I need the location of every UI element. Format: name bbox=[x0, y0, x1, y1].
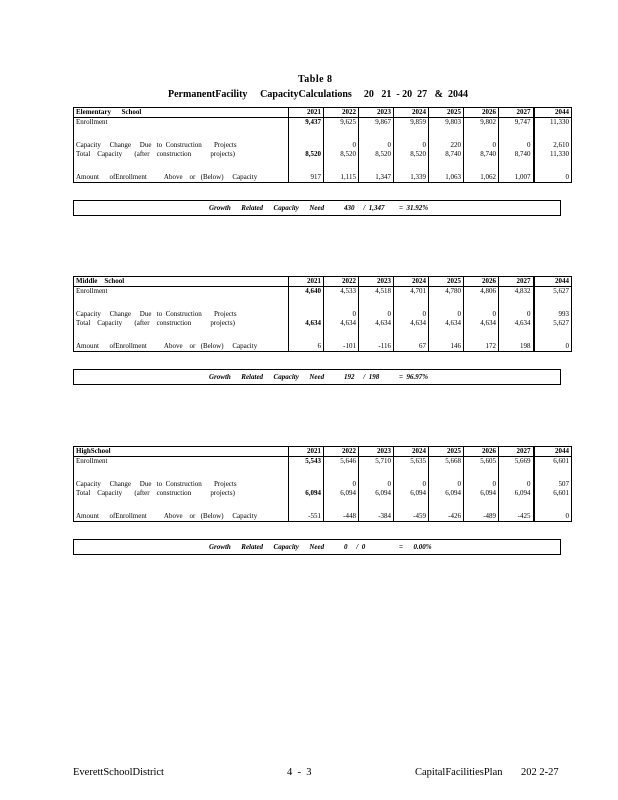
year-header: 2044 bbox=[534, 277, 572, 287]
table-cell: 4,634 bbox=[394, 319, 429, 328]
table-cell: 0 bbox=[464, 480, 499, 489]
table-cell: 6,094 bbox=[499, 489, 534, 498]
table-cell: 220 bbox=[429, 141, 464, 150]
table-cell: 9,437 bbox=[289, 118, 324, 128]
year-header: 2024 bbox=[394, 447, 429, 457]
need-calculation: 0 / 0 bbox=[344, 543, 366, 551]
year-header: 2024 bbox=[394, 277, 429, 287]
table-cell: 6,094 bbox=[289, 489, 324, 498]
table-cell: 4,832 bbox=[499, 287, 534, 297]
row-label: Enrollment bbox=[74, 457, 289, 467]
school-level-heading: Middle School bbox=[74, 277, 289, 287]
table-cell: -459 bbox=[394, 512, 429, 522]
year-header: 2024 bbox=[394, 108, 429, 118]
enrollment-row bbox=[74, 287, 572, 297]
capacity-change-row bbox=[74, 310, 572, 319]
table-cell: -425 bbox=[499, 512, 534, 522]
table-cell: 5,669 bbox=[499, 457, 534, 467]
amount-above-below-row bbox=[74, 342, 572, 352]
table-cell: 8,520 bbox=[394, 150, 429, 159]
table-cell bbox=[289, 480, 324, 489]
table-number: Table 8 bbox=[298, 74, 333, 85]
growth-capacity-need-box bbox=[73, 539, 561, 555]
table-cell: 6,094 bbox=[429, 489, 464, 498]
table-cell: 11,330 bbox=[534, 118, 572, 128]
table-cell: 0 bbox=[394, 310, 429, 319]
footer-district: EverettSchoolDistrict bbox=[73, 767, 164, 778]
title-part-facility: PermanentFacility bbox=[168, 89, 248, 100]
total-capacity-row bbox=[74, 319, 572, 328]
table-cell: -551 bbox=[289, 512, 324, 522]
year-header: 2022 bbox=[324, 108, 359, 118]
table-title bbox=[168, 89, 468, 100]
table-cell: 507 bbox=[534, 480, 572, 489]
table-cell: 1,347 bbox=[359, 173, 394, 183]
table-cell: -489 bbox=[464, 512, 499, 522]
year-header: 2021 bbox=[289, 447, 324, 457]
year-header: 2027 bbox=[499, 447, 534, 457]
table-cell: 0 bbox=[464, 310, 499, 319]
table-cell: -448 bbox=[324, 512, 359, 522]
table-cell: 0 bbox=[464, 141, 499, 150]
school-level-heading: HighSchool bbox=[74, 447, 289, 457]
table-cell: 4,634 bbox=[359, 319, 394, 328]
table-cell: 5,646 bbox=[324, 457, 359, 467]
table-cell: 8,740 bbox=[464, 150, 499, 159]
table-cell: -116 bbox=[359, 342, 394, 352]
table-cell: 8,520 bbox=[324, 150, 359, 159]
table-cell: 4,634 bbox=[464, 319, 499, 328]
year-header: 2021 bbox=[289, 277, 324, 287]
total-capacity-row bbox=[74, 150, 572, 159]
table-cell: 1,063 bbox=[429, 173, 464, 183]
school-level-heading: Elementary School bbox=[74, 108, 289, 118]
row-label: Amount ofEnrollment Above or (Below) Capacity bbox=[74, 173, 289, 183]
row-label: Capacity Change Due to Construction Projects bbox=[74, 480, 289, 489]
table-cell: 9,859 bbox=[394, 118, 429, 128]
need-result: = 0.00% bbox=[399, 543, 432, 551]
year-header: 2026 bbox=[464, 108, 499, 118]
table-cell: 5,605 bbox=[464, 457, 499, 467]
table-cell: 1,062 bbox=[464, 173, 499, 183]
table-cell: 0 bbox=[394, 141, 429, 150]
table-cell: 9,747 bbox=[499, 118, 534, 128]
table-cell: 1,115 bbox=[324, 173, 359, 183]
need-label: Growth Related Capacity Need bbox=[209, 373, 325, 381]
amount-above-below-row bbox=[74, 173, 572, 183]
table-cell: 172 bbox=[464, 342, 499, 352]
total-capacity-row bbox=[74, 489, 572, 498]
table-cell: 8,740 bbox=[429, 150, 464, 159]
table-cell: 0 bbox=[534, 173, 572, 183]
table-cell: 5,668 bbox=[429, 457, 464, 467]
table-cell: 9,802 bbox=[464, 118, 499, 128]
table-cell: 5,710 bbox=[359, 457, 394, 467]
row-label: Capacity Change Due to Construction Projects bbox=[74, 141, 289, 150]
year-header: 2023 bbox=[359, 108, 394, 118]
table-cell: 8,520 bbox=[359, 150, 394, 159]
table-cell: 8,520 bbox=[289, 150, 324, 159]
table-cell: 4,634 bbox=[429, 319, 464, 328]
table-cell: -426 bbox=[429, 512, 464, 522]
table-cell: 8,740 bbox=[499, 150, 534, 159]
table-cell: 6,094 bbox=[464, 489, 499, 498]
year-header: 2027 bbox=[499, 277, 534, 287]
table-cell: 0 bbox=[324, 480, 359, 489]
row-label: Enrollment bbox=[74, 118, 289, 128]
year-header: 2023 bbox=[359, 277, 394, 287]
table-cell: 198 bbox=[499, 342, 534, 352]
need-calculation: 430 / 1,347 bbox=[344, 204, 385, 212]
table-cell: 4,701 bbox=[394, 287, 429, 297]
capacity-table bbox=[73, 276, 572, 352]
capacity-table bbox=[73, 446, 572, 522]
table-cell: 4,533 bbox=[324, 287, 359, 297]
table-cell: 6,094 bbox=[394, 489, 429, 498]
table-cell: 6 bbox=[289, 342, 324, 352]
year-header: 2022 bbox=[324, 277, 359, 287]
row-label: Amount ofEnrollment Above or (Below) Capacity bbox=[74, 342, 289, 352]
table-cell: 4,780 bbox=[429, 287, 464, 297]
growth-capacity-need-box bbox=[73, 369, 561, 385]
row-label: Total Capacity (after construction projects) bbox=[74, 150, 289, 159]
year-header: 2023 bbox=[359, 447, 394, 457]
table-cell: 0 bbox=[324, 310, 359, 319]
amount-above-below-row bbox=[74, 512, 572, 522]
enrollment-row bbox=[74, 118, 572, 128]
capacity-change-row bbox=[74, 480, 572, 489]
table-cell: 5,627 bbox=[534, 287, 572, 297]
table-cell: 1,007 bbox=[499, 173, 534, 183]
year-header: 2025 bbox=[429, 447, 464, 457]
table-cell: 0 bbox=[499, 480, 534, 489]
table-cell: 2,610 bbox=[534, 141, 572, 150]
title-part-calculations: CapacityCalculations bbox=[260, 89, 352, 100]
table-cell: 5,543 bbox=[289, 457, 324, 467]
row-label: Enrollment bbox=[74, 287, 289, 297]
table-cell: 5,627 bbox=[534, 319, 572, 328]
need-calculation: 192 / 198 bbox=[344, 373, 380, 381]
table-cell bbox=[289, 310, 324, 319]
table-cell: 0 bbox=[499, 141, 534, 150]
year-header: 2025 bbox=[429, 277, 464, 287]
table-cell: 6,601 bbox=[534, 489, 572, 498]
year-header: 2044 bbox=[534, 447, 572, 457]
need-result: = 31.92% bbox=[399, 204, 429, 212]
year-header: 2027 bbox=[499, 108, 534, 118]
table-cell: 0 bbox=[499, 310, 534, 319]
growth-capacity-need-box bbox=[73, 200, 561, 216]
table-cell: 4,518 bbox=[359, 287, 394, 297]
table-cell: 146 bbox=[429, 342, 464, 352]
table-cell: 0 bbox=[534, 512, 572, 522]
table-cell: 5,635 bbox=[394, 457, 429, 467]
row-label: Total Capacity (after construction projects) bbox=[74, 319, 289, 328]
table-cell: 4,640 bbox=[289, 287, 324, 297]
capacity-table bbox=[73, 107, 572, 183]
table-cell: 993 bbox=[534, 310, 572, 319]
table-cell: -101 bbox=[324, 342, 359, 352]
table-cell: 6,094 bbox=[359, 489, 394, 498]
need-label: Growth Related Capacity Need bbox=[209, 204, 325, 212]
row-label: Amount ofEnrollment Above or (Below) Capacity bbox=[74, 512, 289, 522]
year-header: 2021 bbox=[289, 108, 324, 118]
footer-date: 202 2-27 bbox=[521, 767, 559, 778]
year-header: 2022 bbox=[324, 447, 359, 457]
row-label: Total Capacity (after construction projects) bbox=[74, 489, 289, 498]
table-cell bbox=[289, 141, 324, 150]
table-cell: 4,634 bbox=[499, 319, 534, 328]
table-cell: 0 bbox=[359, 480, 394, 489]
table-cell: 0 bbox=[429, 480, 464, 489]
need-result: = 96.97% bbox=[399, 373, 429, 381]
table-cell: 9,625 bbox=[324, 118, 359, 128]
capacity-change-row bbox=[74, 141, 572, 150]
need-label: Growth Related Capacity Need bbox=[209, 543, 325, 551]
table-cell: 9,803 bbox=[429, 118, 464, 128]
table-cell: 4,806 bbox=[464, 287, 499, 297]
table-cell: 1,339 bbox=[394, 173, 429, 183]
table-cell: 6,094 bbox=[324, 489, 359, 498]
table-cell: 9,867 bbox=[359, 118, 394, 128]
row-label: Capacity Change Due to Construction Projects bbox=[74, 310, 289, 319]
title-part-years: 20 21 - 20 27 & 2044 bbox=[363, 89, 468, 100]
table-cell: 67 bbox=[394, 342, 429, 352]
table-cell: 4,634 bbox=[324, 319, 359, 328]
table-cell: 0 bbox=[394, 480, 429, 489]
table-cell: 11,330 bbox=[534, 150, 572, 159]
footer-plan-title: CapitalFacilitiesPlan bbox=[415, 767, 503, 778]
table-cell: -384 bbox=[359, 512, 394, 522]
year-header: 2025 bbox=[429, 108, 464, 118]
enrollment-row bbox=[74, 457, 572, 467]
table-cell: 4,634 bbox=[289, 319, 324, 328]
table-cell: 917 bbox=[289, 173, 324, 183]
table-cell: 0 bbox=[359, 310, 394, 319]
table-cell: 0 bbox=[534, 342, 572, 352]
year-header: 2026 bbox=[464, 447, 499, 457]
year-header: 2044 bbox=[534, 108, 572, 118]
year-header: 2026 bbox=[464, 277, 499, 287]
table-cell: 0 bbox=[324, 141, 359, 150]
footer-page-number: 4 - 3 bbox=[287, 767, 312, 778]
table-cell: 0 bbox=[429, 310, 464, 319]
table-cell: 6,601 bbox=[534, 457, 572, 467]
table-cell: 0 bbox=[359, 141, 394, 150]
